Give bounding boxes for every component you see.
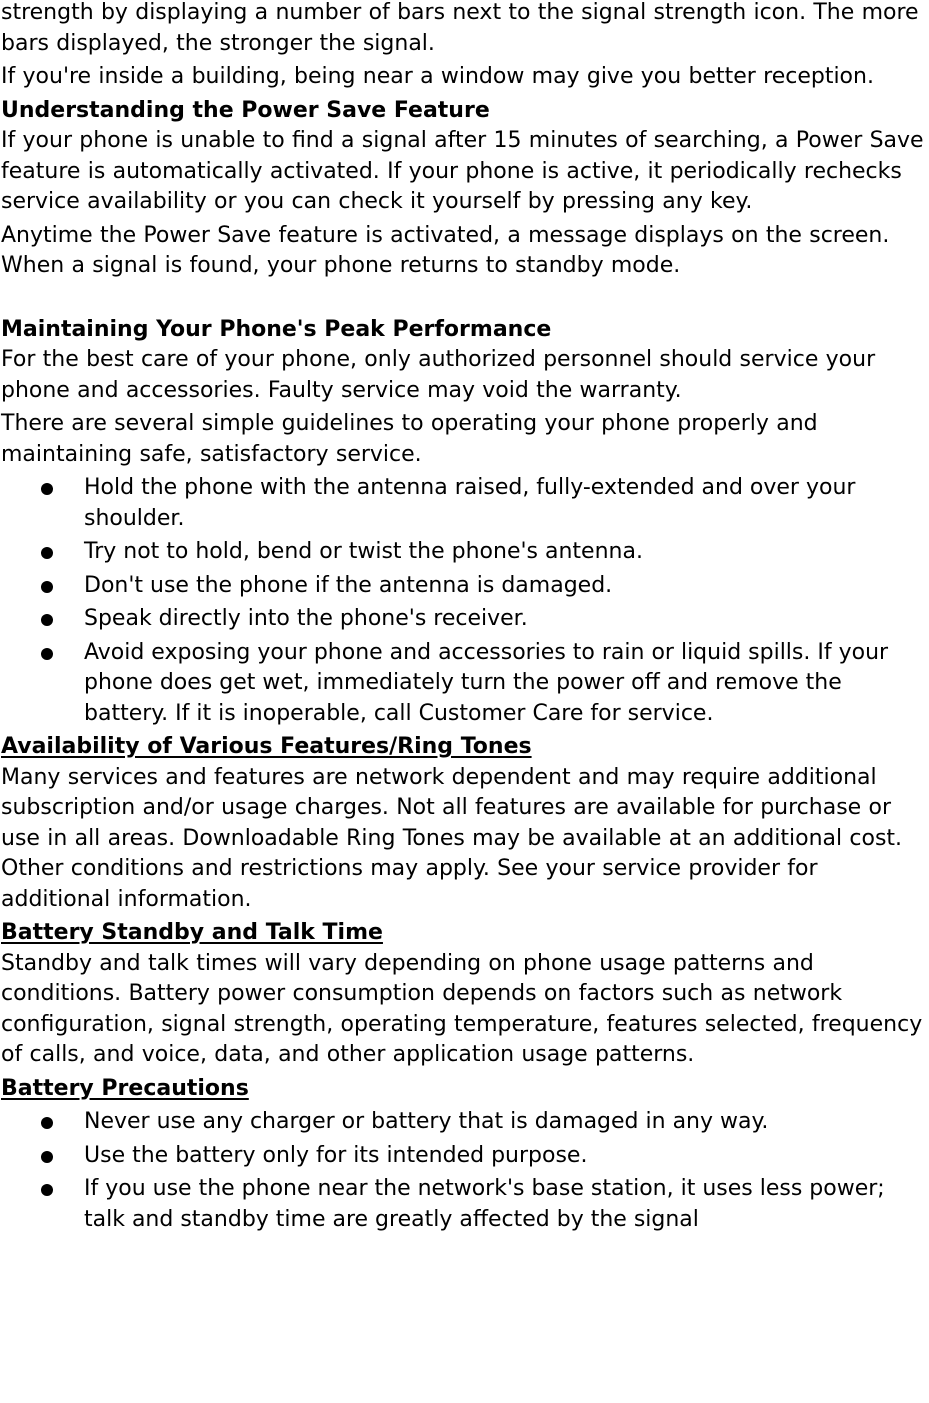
intro-paragraph-window: If you're inside a building, being near a window may give you better reception. <box>1 64 874 89</box>
list-item <box>1 1174 929 1235</box>
availability-paragraph: Many services and features are network dependent and may require additional subscription and/or usage charges. Not all features are available for purchase or use in all areas. Downloadable Ring Tones may be available at an additional cost. Other conditions and restrictions may apply. See your service provider for additional information. <box>1 764 903 912</box>
list-item-text: Speak directly into the phone's receiver. <box>84 606 528 631</box>
bullet-icon <box>41 1151 53 1163</box>
power-save-paragraph-2: Anytime the Power Save feature is activated, a message displays on the screen. When a signal is found, your phone returns to standby mode. <box>1 222 890 278</box>
battery-precautions-list <box>1 1107 929 1235</box>
document-page <box>1 0 929 1238</box>
list-item <box>1 571 929 602</box>
list-item <box>1 1107 929 1138</box>
intro-paragraph-signal: strength by displaying a number of bars next to the signal strength icon. The more bars displayed, the stronger the signal. <box>1 0 919 56</box>
bullet-icon <box>41 483 53 495</box>
list-item-text: Hold the phone with the antenna raised, fully-extended and over your shoulder. <box>84 475 856 531</box>
list-item <box>1 473 929 534</box>
peak-guidelines-list <box>1 473 929 729</box>
battery-standby-paragraph: Standby and talk times will vary depending on phone usage patterns and conditions. Battery power consumption depends on factors such as network configuration, signal strength, operating temperature, features selected, frequency of calls, and voice, data, and other application usage patterns. <box>1 950 923 1067</box>
list-item-text: If you use the phone near the network's base station, it uses less power; talk and standby time are greatly affected by the signal <box>84 1176 885 1232</box>
list-item <box>1 638 929 730</box>
list-item <box>1 1141 929 1172</box>
heading-peak-performance: Maintaining Your Phone's Peak Performance <box>1 316 552 342</box>
bullet-icon <box>41 614 53 626</box>
heading-power-save: Understanding the Power Save Feature <box>1 97 490 123</box>
list-item-text: Never use any charger or battery that is damaged in any way. <box>84 1109 769 1134</box>
peak-paragraph-1: For the best care of your phone, only authorized personnel should service your phone and accessories. Faulty service may void the warranty. <box>1 347 876 403</box>
bullet-icon <box>41 648 53 660</box>
heading-battery-standby: Battery Standby and Talk Time <box>1 920 383 945</box>
list-item-text: Use the battery only for its intended purpose. <box>84 1142 588 1168</box>
bullet-icon <box>41 1117 53 1129</box>
list-item-text: Don't use the phone if the antenna is damaged. <box>84 572 613 598</box>
bullet-icon <box>41 581 53 593</box>
bullet-icon <box>41 547 53 559</box>
peak-paragraph-2: There are several simple guidelines to operating your phone properly and maintaining safe, satisfactory service. <box>1 411 818 467</box>
list-item-text: Try not to hold, bend or twist the phone's antenna. <box>84 539 643 564</box>
list-item <box>1 537 929 568</box>
list-item-text: Avoid exposing your phone and accessories to rain or liquid spills. If your phone does get wet, immediately turn the power off and remove the battery. If it is inoperable, call Customer Care for service. <box>84 639 889 726</box>
power-save-paragraph-1: If your phone is unable to find a signal after 15 minutes of searching, a Power Save feature is automatically activated. If your phone is active, it periodically rechecks service availability or you can check it yourself by pressing any key. <box>1 128 924 214</box>
heading-battery-precautions: Battery Precautions <box>1 1075 249 1101</box>
list-item <box>1 604 929 635</box>
heading-availability: Availability of Various Features/Ring Tones <box>1 734 532 759</box>
bullet-icon <box>41 1184 53 1196</box>
